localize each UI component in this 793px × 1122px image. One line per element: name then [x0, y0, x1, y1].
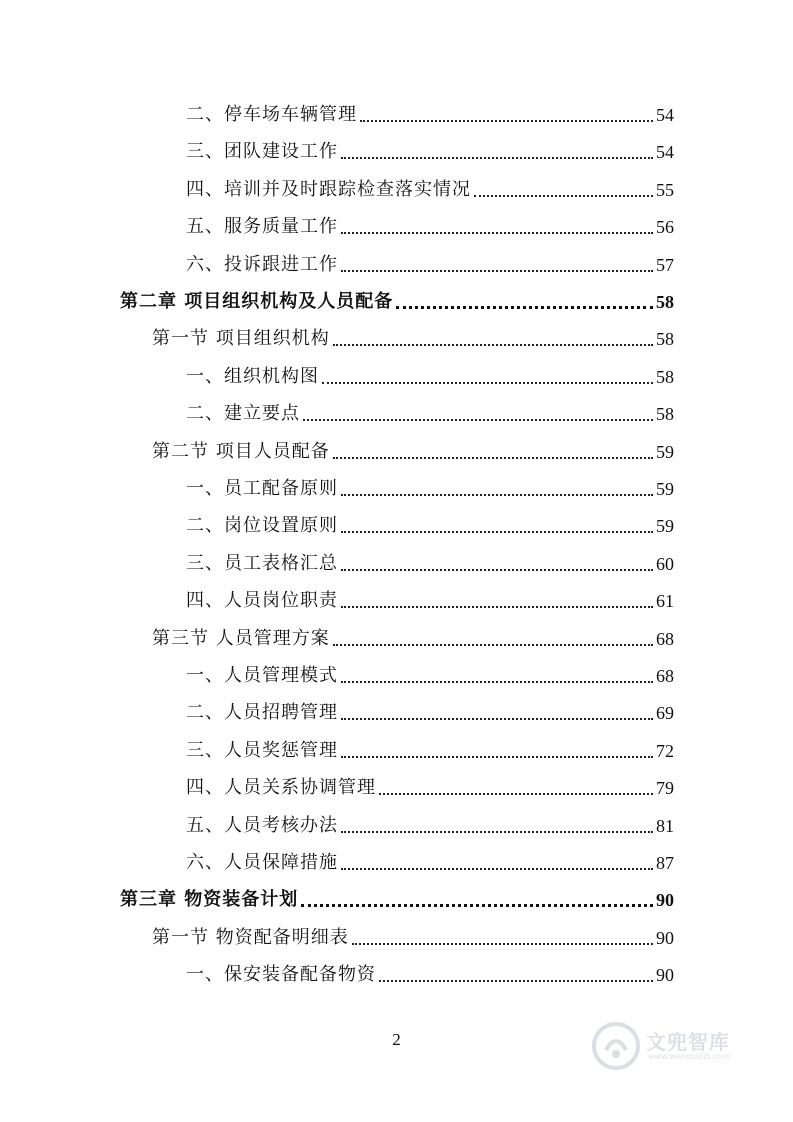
toc-entry-title: 第三章 物资装备计划	[120, 889, 299, 911]
toc-leader-dots	[333, 344, 653, 346]
toc-entry-page: 59	[656, 479, 674, 499]
toc-entry-page: 90	[656, 965, 674, 986]
toc-entry-page: 68	[656, 628, 674, 649]
toc-entry-title: 二、建立要点	[186, 403, 300, 425]
toc-leader-dots	[379, 980, 653, 982]
toc-entry-page: 56	[656, 217, 674, 238]
toc-entry-page: 68	[656, 666, 674, 686]
toc-entry[interactable]	[186, 474, 674, 504]
toc-entry[interactable]	[152, 437, 674, 467]
toc-entry[interactable]	[186, 137, 674, 167]
toc-entry[interactable]	[186, 661, 674, 691]
toc-leader-dots	[341, 718, 653, 720]
toc-entry-page: 58	[656, 292, 674, 312]
toc-entry-title: 六、人员保障措施	[186, 852, 338, 873]
toc-leader-dots	[341, 606, 653, 608]
toc-entry[interactable]	[152, 624, 674, 654]
toc-entry-title: 第二章 项目组织机构及人员配备	[120, 291, 394, 312]
toc-leader-dots	[303, 419, 653, 421]
toc-leader-dots	[301, 904, 653, 907]
toc-entry-page: 60	[656, 553, 674, 574]
toc-entry[interactable]	[186, 549, 674, 579]
toc-entry[interactable]	[186, 586, 674, 616]
toc-entry-page: 58	[656, 366, 674, 387]
toc-entry-title: 四、人员关系协调管理	[186, 777, 376, 799]
toc-entry-page: 79	[656, 778, 674, 799]
toc-entry[interactable]	[186, 100, 674, 130]
toc-entry-page: 81	[656, 815, 674, 836]
toc-leader-dots	[341, 831, 653, 833]
toc-entry-title: 五、服务质量工作	[186, 216, 338, 238]
toc-entry-title: 二、岗位设置原则	[186, 515, 338, 537]
toc-entry[interactable]	[186, 811, 674, 841]
watermark-logo-icon	[590, 1020, 642, 1072]
toc-entry-page: 61	[656, 591, 674, 612]
toc-leader-dots	[474, 195, 653, 197]
watermark-url: www.wendoulib.com	[648, 1052, 731, 1061]
toc-entry[interactable]	[152, 324, 674, 354]
toc-entry-title: 四、人员岗位职责	[186, 590, 338, 612]
toc-leader-dots	[333, 457, 653, 459]
toc-entry-title: 第二节 项目人员配备	[152, 440, 330, 462]
toc-entry-title: 五、人员考核办法	[186, 814, 338, 836]
toc-entry-page: 87	[656, 853, 674, 873]
toc-entry-title: 三、团队建设工作	[186, 141, 338, 163]
toc-entry-title: 第一节 项目组织机构	[152, 328, 330, 350]
watermark	[590, 1020, 760, 1076]
toc-entry-page: 69	[656, 703, 674, 724]
toc-entry[interactable]	[186, 736, 674, 766]
toc-entry-title: 一、人员管理模式	[186, 665, 338, 686]
toc-leader-dots	[396, 306, 653, 309]
toc-entry-title: 四、培训并及时跟踪检查落实情况	[186, 178, 471, 200]
toc-entry-page: 55	[656, 179, 674, 200]
toc-entry[interactable]	[186, 511, 674, 541]
toc-leader-dots	[379, 793, 653, 795]
toc-entry[interactable]	[120, 885, 674, 915]
toc-leader-dots	[341, 157, 653, 159]
toc-leader-dots	[341, 232, 653, 234]
toc-entry-page: 90	[656, 890, 674, 911]
toc-entry-title: 第一节 物资配备明细表	[152, 926, 349, 948]
toc-entry[interactable]	[186, 250, 674, 280]
toc-entry-title: 二、人员招聘管理	[186, 702, 338, 724]
toc-entry-title: 三、人员奖惩管理	[186, 739, 338, 761]
toc-entry-title: 六、投诉跟进工作	[186, 253, 338, 275]
toc-entry-title: 一、组织机构图	[186, 365, 319, 387]
toc-leader-dots	[322, 382, 653, 384]
toc-leader-dots	[333, 644, 653, 646]
toc-entry[interactable]	[186, 960, 674, 990]
toc-entry-title: 二、停车场车辆管理	[186, 104, 357, 125]
toc-leader-dots	[341, 494, 653, 496]
toc-leader-dots	[352, 943, 653, 945]
toc-entry-page: 54	[656, 142, 674, 163]
toc-entry-page: 58	[656, 404, 674, 425]
toc-entry-page: 90	[656, 927, 674, 948]
toc-leader-dots	[360, 120, 653, 122]
toc-entry[interactable]	[186, 773, 674, 803]
toc-entry-page: 72	[656, 740, 674, 761]
toc-entry-page: 57	[656, 254, 674, 275]
toc-entry[interactable]	[186, 362, 674, 392]
page-number: 2	[392, 1030, 401, 1049]
toc-entry-title: 第三节 人员管理方案	[152, 627, 330, 649]
toc-entry[interactable]	[186, 399, 674, 429]
toc-entry-title: 一、保安装备配备物资	[186, 964, 376, 986]
toc-leader-dots	[341, 531, 653, 533]
toc-leader-dots	[341, 756, 653, 758]
toc-entry[interactable]	[186, 175, 674, 205]
toc-entry-page: 59	[656, 441, 674, 462]
toc-leader-dots	[341, 681, 653, 683]
toc-leader-dots	[341, 868, 653, 870]
toc-entry[interactable]	[152, 923, 674, 953]
toc-entry-title: 一、员工配备原则	[186, 478, 338, 499]
toc-entry-page: 54	[656, 105, 674, 125]
toc-entry-page: 58	[656, 329, 674, 350]
toc-entry-page: 59	[656, 516, 674, 537]
watermark-text: 文兜智库	[646, 1030, 730, 1054]
toc-entry[interactable]	[186, 212, 674, 242]
toc-entry[interactable]	[186, 698, 674, 728]
toc-entry-title: 三、员工表格汇总	[186, 552, 338, 574]
toc-entry[interactable]	[120, 287, 674, 317]
toc-leader-dots	[341, 569, 653, 571]
toc-leader-dots	[341, 270, 653, 272]
toc-entry[interactable]	[186, 848, 674, 878]
